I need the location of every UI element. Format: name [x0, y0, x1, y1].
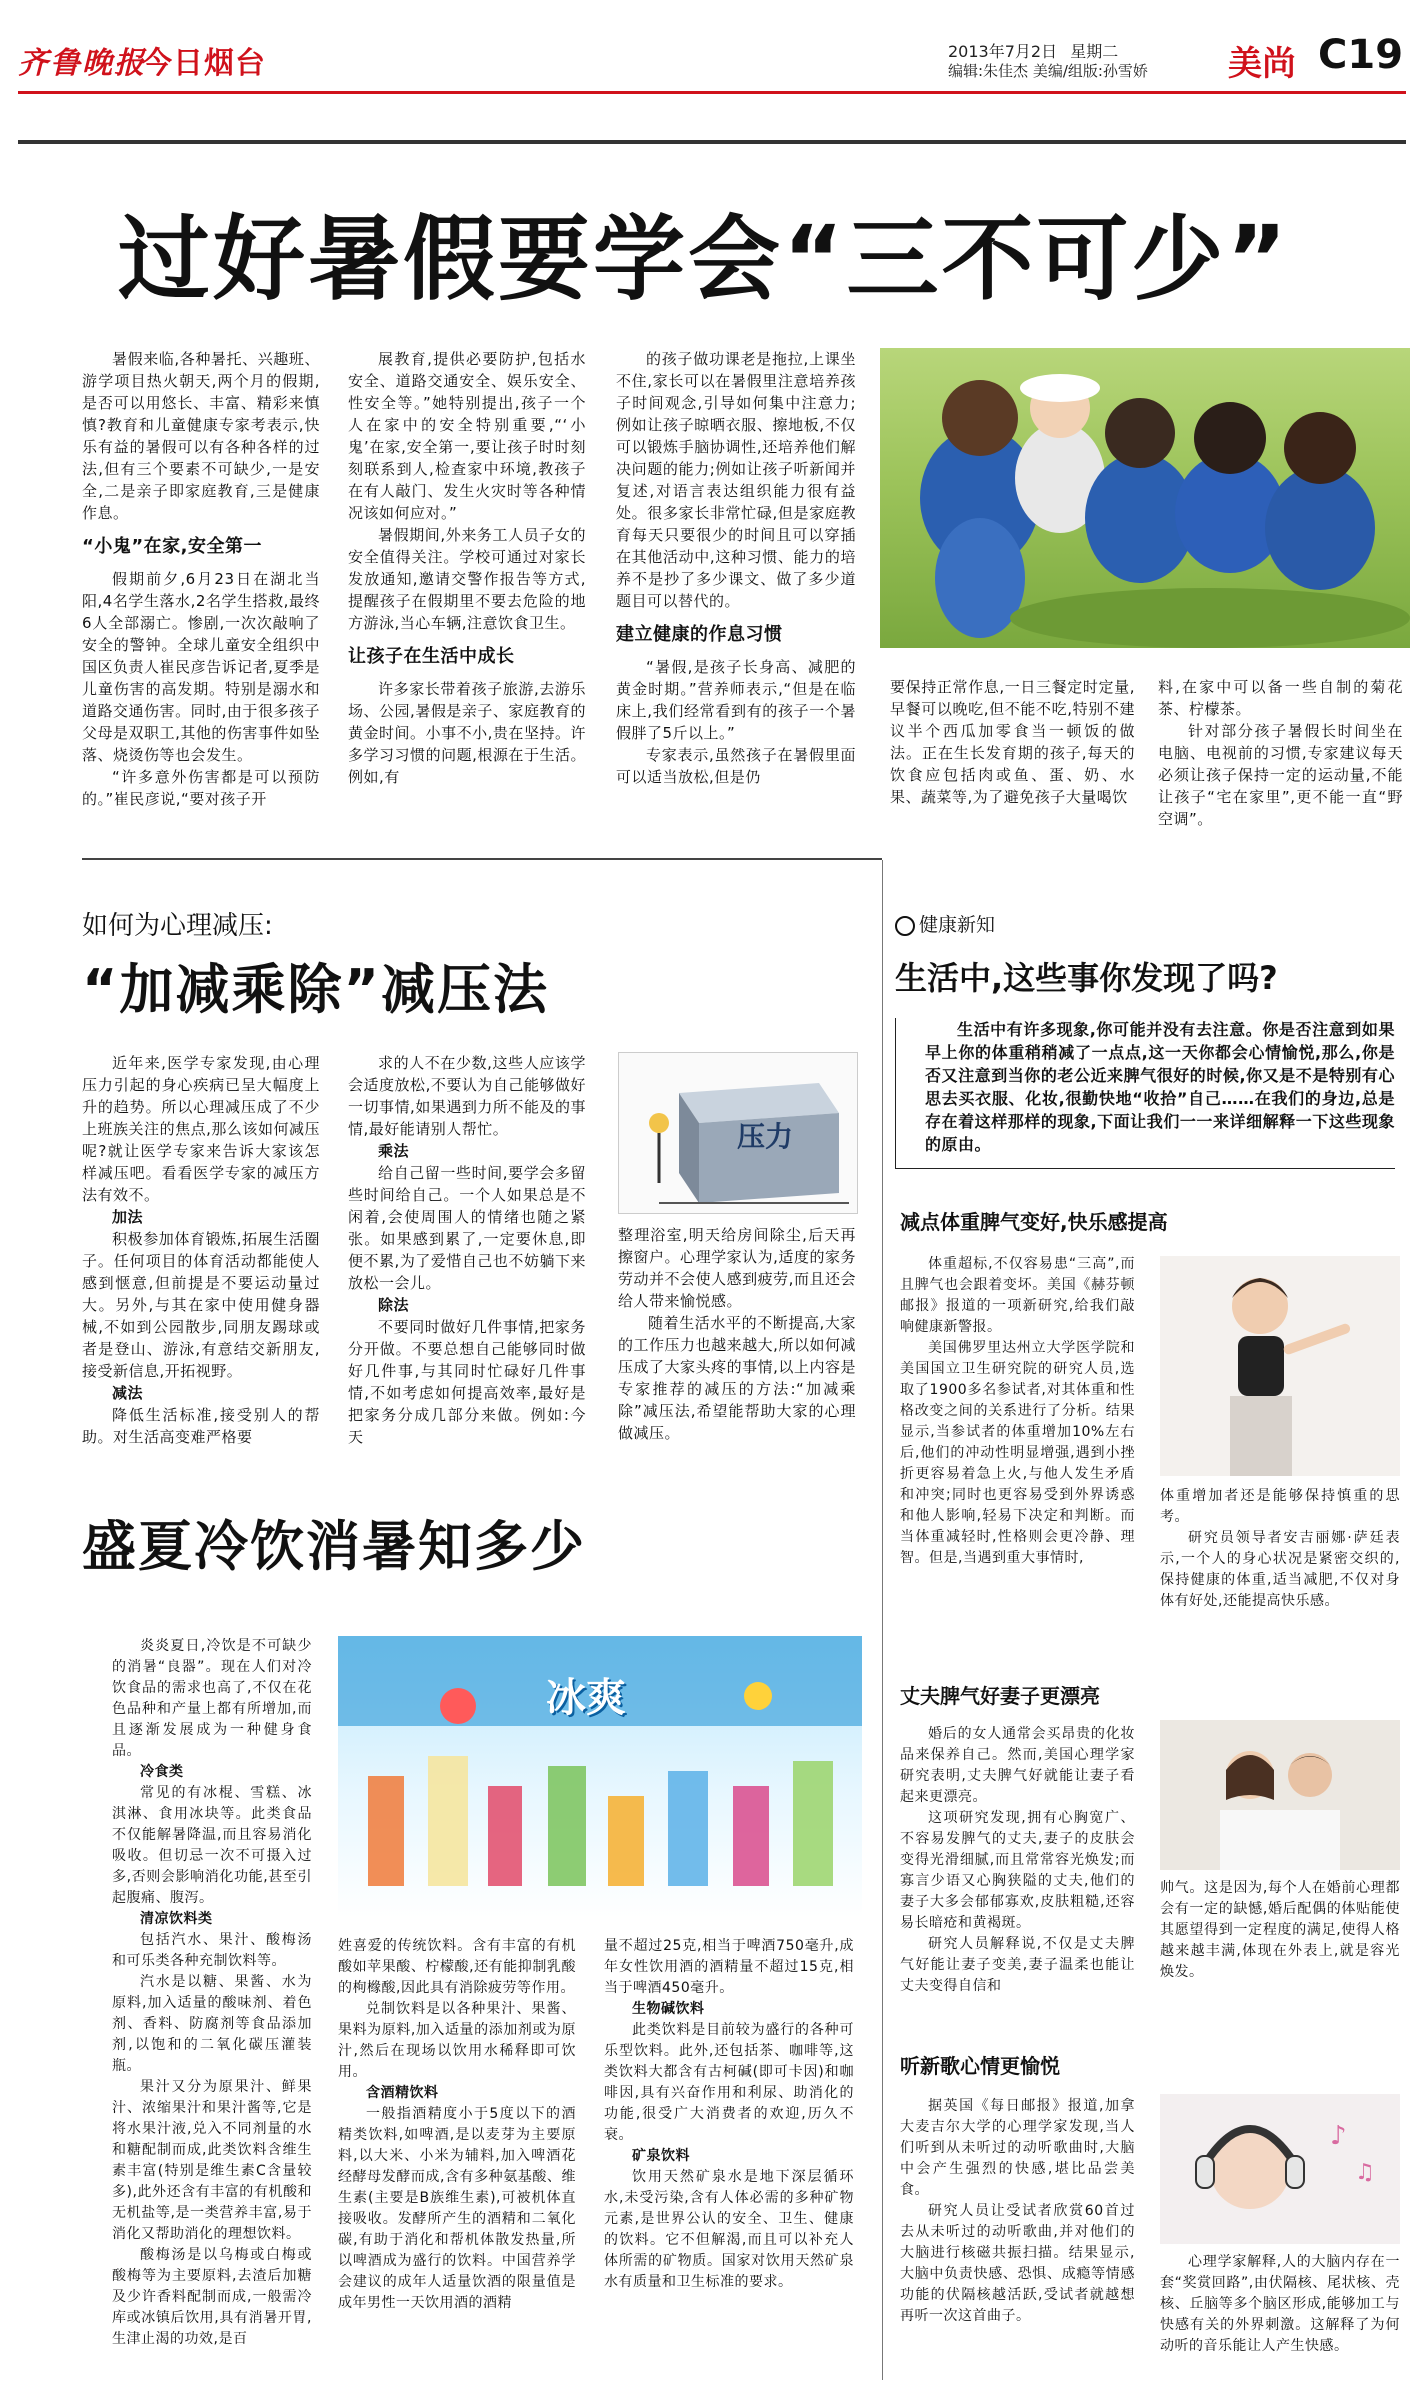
headphones-illustration	[1160, 2094, 1400, 2244]
headphones-photo	[1160, 2094, 1400, 2244]
article2-column-3	[618, 1224, 856, 1469]
paragraph: 研究员领导者安吉丽娜·萨廷表示,一个人的身心状况是紧密交织的,保持健康的体重,适当减肥,不仅对身体有好处,还能提高快乐感。	[1160, 1530, 1400, 1609]
svg-text:♫: ♫	[1355, 2160, 1375, 2185]
banner-text: 冰爽	[546, 1675, 626, 1721]
pressure-label: 压力	[737, 1120, 794, 1153]
section-label: 今日烟台	[142, 46, 266, 81]
paragraph: 体重超标,不仅容易患“三高”,而且脾气也会跟着变坏。美国《赫芬顿邮报》报道的一项新研究,给我们敲响健康新警报。	[900, 1256, 1135, 1335]
date-line	[948, 39, 1118, 62]
article1-column-5	[1158, 676, 1403, 826]
sidebar-s1-right	[1160, 1486, 1400, 1646]
sidebar-section-title: 听新歌心情更愉悦	[900, 2054, 1060, 2078]
paragraph: 常见的有冰棍、雪糕、冰淇淋、食用冰块等。此类食品不仅能解暑降温,而且容易消化吸收。但切忌一次不可摄入过多,否则会影响消化功能,甚至引起腹痛、腹泻。	[112, 1785, 312, 1906]
paragraph: 据英国《每日邮报》报道,加拿大麦吉尔大学的心理学家发现,当人们听到从未听过的动听歌曲时,大脑中会产生强烈的快感,堪比品尝美食。	[900, 2098, 1135, 2198]
mini-heading: 生物碱饮料	[632, 2001, 705, 2017]
paragraph: 要保持正常作息,一日三餐定时定量,早餐可以晚吃,但不能不吃,特别不建议半个西瓜加零食当一顿饭的做法。正在生长发育期的孩子,每天的饮食应包括肉或鱼、蛋、奶、水果、蔬菜等,为了避免孩子大量喝饮	[890, 678, 1135, 806]
cold-drinks-banner	[338, 1636, 862, 1918]
editors-line: 编辑:朱佳杰 美编/组版:孙雪娇	[948, 62, 1148, 80]
paragraph: 随着生活水平的不断提高,大家的工作压力也越来越大,所以如何减压成了大家头疼的事情,以上内容是专家推荐的减压的方法:“加减乘除”减压法,希望能帮助大家的心理做减压。	[618, 1314, 856, 1442]
article3-headline: 盛夏冷饮消暑知多少	[82, 1515, 586, 1578]
mini-heading: 除法	[378, 1296, 410, 1314]
weekday: 星期二	[1070, 42, 1119, 61]
masthead-thin-divider	[18, 140, 1406, 144]
paragraph: 展教育,提供必要防护,包括水安全、道路交通安全、娱乐安全、性安全等。”她特别提出,孩子一个人在家中的安全特别重要,“‘小鬼’在家,安全第一,要让孩子时时刻刻联系到人,检查家中环境,教孩子在有人敲门、发生火灾时等各种情况该如何应对。”	[348, 350, 586, 522]
article1-column-3	[616, 348, 856, 828]
paragraph: 假期前夕,6月23日在湖北当阳,4名学生落水,2名学生搭救,最终6人全部溺亡。惨剧,一次次敲响了安全的警钟。全球儿童安全组织中国区负责人崔民彦告诉记者,夏季是儿童伤害的高发期。特别是溺水和道路交通伤害。同时,由于很多孩子父母是双职工,其他的伤害事件如坠落、烧烫伤等也会发生。	[82, 570, 320, 764]
article1-headline: 过好暑假要学会“三不可少”	[118, 206, 1290, 313]
paragraph: 心理学家解释,人的大脑内存在一套“奖赏回路”,由伏隔核、尾状核、壳核、丘脑等多个脑区形成,能够加工与快感有关的外界刺激。这解释了为何动听的音乐能让人产生快感。	[1160, 2254, 1400, 2354]
paragraph: 帅气。这是因为,每个人在婚前心理都会有一定的缺憾,婚后配偶的体贴能使其愿望得到一定程度的满足,使得人格越来越丰满,体现在外表上,就是容光焕发。	[1160, 1880, 1400, 1980]
paragraph: 料,在家中可以备一些自制的菊花茶、柠檬茶。	[1158, 678, 1403, 718]
sidebar-lead-rule-left	[895, 1018, 896, 1168]
paragraph: 美国佛罗里达州立大学医学院和美国国立卫生研究院的研究人员,选取了1900多名参试者,对其体重和性格改变之间的关系进行了分析。结果显示,当参试者的体重增加10%左右后,他们的冲动性明显增强,遇到小挫折更容易着急上火,与他人发生矛盾和冲突;同时也更容易受到外界诱惑和他人影响,轻易下决定和判断。而当体重减轻时,性格则会更冷静、理智。但是,当遇到重大事情时,	[900, 1340, 1135, 1566]
sidebar-s2-right	[1160, 1878, 1400, 2008]
article2-column-2	[348, 1052, 586, 1467]
article1-column-4	[890, 676, 1135, 826]
paragraph: 研究人员解释说,不仅是丈夫脾气好能让妻子变美,妻子温柔也能让丈夫变得自信和	[900, 1936, 1135, 1994]
mini-heading: 含酒精饮料	[366, 2085, 439, 2101]
paragraph: 饮用天然矿泉水是地下深层循环水,未受污染,含有人体必需的多种矿物元素,是世界公认的安全、卫生、健康的饮料。它不但解渴,而且可以补充人体所需的矿物质。国家对饮用天然矿泉水有质量和卫生标准的要求。	[604, 2169, 854, 2290]
paragraph: “许多意外伤害都是可以预防的。”崔民彦说,“要对孩子开	[82, 768, 320, 808]
masthead-divider	[18, 91, 1406, 94]
page-number: C19	[1318, 32, 1404, 78]
woman-fitness-photo	[1160, 1256, 1400, 1476]
article2-column-1	[82, 1052, 320, 1467]
vertical-divider	[882, 860, 883, 2380]
article1-column-2	[348, 348, 586, 828]
paragraph: 许多家长带着孩子旅游,去游乐场、公园,暑假是亲子、家庭教育的黄金时间。小事不小,贵在坚持。许多学习习惯的问题,根源在于生活。例如,有	[348, 680, 586, 786]
paragraph: 生活中有许多现象,你可能并没有去注意。你是否注意到如果早上你的体重稍稍减了一点点,这一天你都会心情愉悦,那么,你是否又注意到当你的老公近来脾气很好的时候,你又是不是特别有心思去买衣服、化妆,很勤快地“收拾”自己……在我们的身边,总是存在着这样那样的现象,下面让我们一一来详细解释一下这些现象的原由。	[925, 1020, 1395, 1154]
paragraph: 体重增加者还是能够保持慎重的思考。	[1160, 1488, 1400, 1525]
subheading: 让孩子在生活中成长	[348, 646, 515, 667]
paragraph: 专家表示,虽然孩子在暑假里面可以适当放松,但是仍	[616, 746, 856, 786]
divider	[82, 858, 882, 860]
sidebar-s2-left	[900, 1724, 1135, 2034]
couple-illustration	[1160, 1720, 1400, 1870]
woman-illustration	[1160, 1256, 1400, 1476]
subheading: 建立健康的作息习惯	[616, 624, 783, 645]
subheading: “小鬼”在家,安全第一	[82, 536, 262, 557]
paragraph: 的孩子做功课老是拖拉,上课坐不住,家长可以在暑假里注意培养孩子时间观念,引导如何集中注意力;例如让孩子晾晒衣服、擦地板,不仅可以锻炼手脑协调性,还培养他们解决问题的能力;例如让孩子听新闻并复述,对语言表达组织能力很有益处。很多家长非常忙碌,但是家庭教育每天只要很少的时间且可以穿插在其他活动中,这种习惯、能力的培养不是抄了多少课文、做了多少道题目可以替代的。	[616, 350, 856, 610]
paragraph: 给自己留一些时间,要学会多留些时间给自己。一个人如果总是不闲着,会使周围人的情绪也随之紧张。如果感到累了,一定要休息,即便不累,为了爱惜自己也不妨躺下来放松一会儿。	[348, 1164, 586, 1292]
sidebar-section-title: 减点体重脾气变好,快乐感提高	[900, 1210, 1168, 1234]
sidebar-s3-right	[1160, 2252, 1400, 2377]
tag-icon	[895, 916, 915, 936]
paragraph: 酸梅汤是以乌梅或白梅或酸梅等为主要原料,去渣后加糖及少许香料配制而成,一般需冷库或冰镇后饮用,具有消暑开胃,生津止渴的功效,是百	[112, 2247, 312, 2347]
paragraph: 量不超过25克,相当于啤酒750毫升,成年女性饮用酒的酒精量不超过15克,相当于啤酒450毫升。	[604, 1938, 854, 1996]
couple-photo	[1160, 1720, 1400, 1870]
paragraph: 婚后的女人通常会买昂贵的化妆品来保养自己。然而,美国心理学家研究表明,丈夫脾气好就能让妻子看起来更漂亮。	[900, 1726, 1135, 1805]
paragraph: 炎炎夏日,冷饮是不可缺少的消暑“良器”。现在人们对冷饮食品的需求也高了,不仅在花色品种和产量上都有所增加,而且逐渐发展成为一种健身食品。	[112, 1638, 312, 1759]
article2-headline: “加减乘除”减压法	[82, 958, 549, 1021]
sidebar-headline: 生活中,这些事你发现了吗?	[895, 959, 1278, 997]
sidebar-lead	[925, 1018, 1395, 1168]
pressure-cartoon	[618, 1052, 858, 1214]
paragraph: 研究人员让受试者欣赏60首过去从未听过的动听歌曲,并对他们的大脑进行核磁共振扫描。结果显示,大脑中负责快感、恐惧、成瘾等情感功能的伏隔核越活跃,受试者就越想再听一次这首曲子。	[900, 2203, 1135, 2324]
mini-heading: 冷食类	[140, 1764, 184, 1780]
paragraph: 不要同时做好几件事情,把家务分开做。不要总想自己能够同时做好几件事,与其同时忙碌好几件事情,不如考虑如何提高效率,最好是把家务分成几部分来做。例如:今天	[348, 1318, 586, 1446]
article3-column-1	[112, 1636, 312, 2376]
paragraph: 针对部分孩子暑假长时间坐在电脑、电视前的习惯,专家建议每天必须让孩子保持一定的运动量,不能让孩子“宅在家里”,更不能一直“野空调”。	[1158, 722, 1403, 826]
svg-text:♪: ♪	[1330, 2121, 1347, 2151]
mini-heading: 减法	[112, 1384, 144, 1402]
mini-heading: 乘法	[378, 1142, 410, 1160]
sidebar-s3-left	[900, 2096, 1135, 2376]
children-illustration	[880, 348, 1410, 648]
article3-column-2	[338, 1936, 576, 2376]
masthead	[0, 0, 1417, 95]
mini-heading: 清凉饮料类	[140, 1911, 213, 1927]
paper-name-logo: 齐鲁晚报	[18, 46, 146, 81]
paragraph: 汽水是以糖、果酱、水为原料,加入适量的酸味剂、着色剂、香料、防腐剂等食品添加剂,以饱和的二氧化碳压灌装瓶。	[112, 1974, 312, 2074]
date: 2013年7月2日	[948, 42, 1058, 61]
paragraph: 一般指酒精度小于5度以下的酒精类饮料,如啤酒,是以麦芽为主要原料,以大米、小米为辅料,加入啤酒花经酵母发酵而成,含有多种氨基酸、维生素(主要是B族维生素),可被机体直接吸收。发酵所产生的酒精和二氧化碳,有助于消化和帮机体散发热量,所以啤酒成为盛行的饮料。中国营养学会建议的成年人适量饮酒的限量值是成年男性一天饮用酒的酒精	[338, 2106, 576, 2311]
paragraph: 兑制饮料是以各种果汁、果酱、果料为原料,加入适量的添加剂或为原汁,然后在现场以饮用水稀释即可饮用。	[338, 2001, 576, 2080]
article2-kicker: 如何为心理减压:	[82, 911, 273, 941]
paragraph: 整理浴室,明天给房间除尘,后天再擦窗户。心理学家认为,适度的家务劳动并不会使人感到疲劳,而且还会给人带来愉悦感。	[618, 1226, 856, 1310]
sidebar-section-title: 丈夫脾气好妻子更漂亮	[900, 1684, 1100, 1708]
column-name: 美尚	[1228, 44, 1296, 84]
article3-column-3	[604, 1936, 854, 2376]
children-photo	[880, 348, 1410, 648]
paragraph: 姓喜爱的传统饮料。含有丰富的有机酸如苹果酸、柠檬酸,还有能抑制乳酸的枸橼酸,因此具有消除疲劳等作用。	[338, 1938, 576, 1996]
mini-heading: 加法	[112, 1208, 144, 1226]
paragraph: 这项研究发现,拥有心胸宽广、不容易发脾气的丈夫,妻子的皮肤会变得光滑细腻,而且常常容光焕发;而寡言少语又心胸狭隘的丈夫,他们的妻子大多会郁郁寡欢,皮肤粗糙,还容易长暗疮和黄褐斑。	[900, 1810, 1135, 1931]
sidebar-tag	[895, 910, 995, 937]
paragraph: 积极参加体育锻炼,拓展生活圈子。任何项目的体育活动都能使人感到惬意,但前提是不要运动量过大。另外,与其在家中使用健身器械,不如到公园散步,同朋友踢球或者是登山、游泳,有意结交新朋友,接受新信息,开拓视野。	[82, 1230, 320, 1380]
paragraph: “暑假,是孩子长身高、减肥的黄金时期。”营养师表示,“但是在临床上,我们经常看到有的孩子一个暑假胖了5斤以上。”	[616, 658, 856, 742]
article1-column-1	[82, 348, 320, 828]
paragraph: 近年来,医学专家发现,由心理压力引起的身心疾病已呈大幅度上升的趋势。所以心理减压成了不少上班族关注的焦点,那么该如何减压呢?就让医学专家来告诉大家该怎样减压吧。看看医学专家的减压方法有效不。	[82, 1054, 320, 1204]
tag-label: 健康新知	[919, 914, 996, 936]
sidebar-lead-rule-bottom	[895, 1168, 1395, 1169]
paragraph: 暑假期间,外来务工人员子女的安全值得关注。学校可通过对家长发放通知,邀请交警作报告等方式,提醒孩子在假期里不要去危险的地方游泳,当心车辆,注意饮食卫生。	[348, 526, 586, 632]
paragraph: 果汁又分为原果汁、鲜果汁、浓缩果汁和果汁酱等,它是将水果汁液,兑入不同剂量的水和糖配制而成,此类饮料含维生素丰富(特别是维生素C含量较多),此外还含有丰富的有机酸和无机盐等,是一类营养丰富,易于消化又帮助消化的理想饮料。	[112, 2079, 312, 2242]
mini-heading: 矿泉饮料	[632, 2148, 690, 2164]
paragraph: 降低生活标准,接受别人的帮助。对生活高变难严格要	[82, 1406, 320, 1446]
sidebar-s1-left	[900, 1254, 1135, 1634]
paragraph: 暑假来临,各种暑托、兴趣班、游学项目热火朝天,两个月的假期,是否可以用悠长、丰富、精彩来慎慎?教育和儿童健康专家考表示,快乐有益的暑假可以有各种各样的过法,但有三个要素不可缺少,一是安全,二是亲子即家庭教育,三是健康作息。	[82, 350, 320, 522]
paragraph: 求的人不在少数,这些人应该学会适度放松,不要认为自己能够做好一切事情,如果遇到力所不能及的事情,最好能请别人帮忙。	[348, 1054, 586, 1138]
paragraph: 此类饮料是目前较为盛行的各种可乐型饮料。此外,还包括茶、咖啡等,这类饮料大都含有古柯碱(即可卡因)和咖啡因,具有兴奋作用和利尿、助消化的功能,很受广大消费者的欢迎,历久不衰。	[604, 2022, 854, 2143]
paragraph: 包括汽水、果汁、酸梅汤和可乐类各种充制饮料等。	[112, 1932, 312, 1969]
